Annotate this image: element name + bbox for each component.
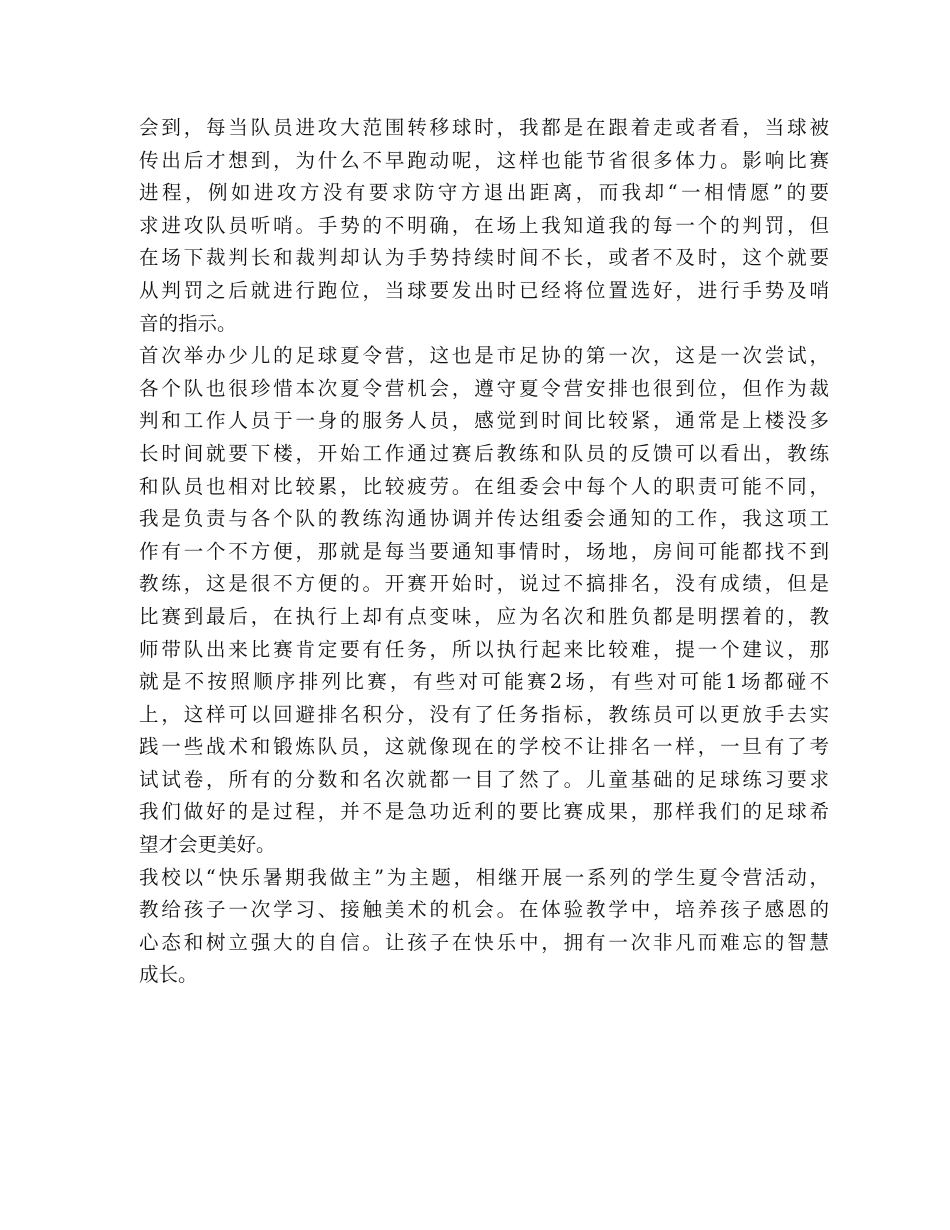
text-line: 进程，例如进攻方没有要求防守方退出距离，而我却“一相情愿”的要 xyxy=(139,181,829,205)
text-line: 长时间就要下楼，开始工作通过赛后教练和队员的反馈可以看出，教练 xyxy=(139,441,829,465)
text-line: 试试卷，所有的分数和名次就都一目了然了。儿童基础的足球练习要求 xyxy=(139,767,829,791)
text-line: 望才会更美好。 xyxy=(139,833,276,857)
text-line: 在场下裁判长和裁判却认为手势持续时间不长，或者不及时，这个就要 xyxy=(139,246,829,270)
text-line: 传出后才想到，为什么不早跑动呢，这样也能节省很多体力。影响比赛 xyxy=(139,148,829,172)
text-line: 心态和树立强大的自信。让孩子在快乐中，拥有一次非凡而难忘的智慧 xyxy=(139,930,829,954)
text-line: 比赛到最后，在执行上却有点变味，应为名次和胜负都是明摆着的，教 xyxy=(139,604,829,628)
text-line: 和队员也相对比较累，比较疲劳。在组委会中每个人的职责可能不同， xyxy=(139,474,829,498)
text-line: 师带队出来比赛肯定要有任务，所以执行起来比较难，提一个建议，那 xyxy=(139,637,829,661)
text-line: 教练，这是很不方便的。开赛开始时，说过不搞排名，没有成绩，但是 xyxy=(139,572,829,596)
text-line: 践一些战术和锻炼队员，这就像现在的学校不让排名一样，一旦有了考 xyxy=(139,735,829,759)
text-line: 从判罚之后就进行跑位，当球要发出时已经将位置选好，进行手势及哨 xyxy=(139,278,829,302)
text-line: 我校以“快乐暑期我做主”为主题，相继开展一系列的学生夏令营活动， xyxy=(139,865,829,889)
text-line: 首次举办少儿的足球夏令营，这也是市足协的第一次，这是一次尝试， xyxy=(139,344,829,368)
text-line: 作有一个不方便，那就是每当要通知事情时，场地，房间可能都找不到 xyxy=(139,539,829,563)
text-line: 我是负责与各个队的教练沟通协调并传达组委会通知的工作，我这项工 xyxy=(139,507,829,531)
text-line: 判和工作人员于一身的服务人员，感觉到时间比较紧，通常是上楼没多 xyxy=(139,409,829,433)
text-line: 教给孩子一次学习、接触美术的机会。在体验教学中，培养孩子感恩的 xyxy=(139,898,829,922)
text-line: 就是不按照顺序排列比赛，有些对可能赛2场，有些对可能1场都碰不 xyxy=(139,670,829,694)
body-text xyxy=(139,112,829,992)
text-line: 会到，每当队员进攻大范围转移球时，我都是在跟着走或者看，当球被 xyxy=(139,116,829,139)
text-line: 求进攻队员听哨。手势的不明确，在场上我知道我的每一个的判罚，但 xyxy=(139,213,829,237)
text-line: 成长。 xyxy=(139,963,198,987)
text-line: 各个队也很珍惜本次夏令营机会，遵守夏令营安排也很到位，但作为裁 xyxy=(139,376,829,400)
text-line: 上，这样可以回避排名积分，没有了任务指标，教练员可以更放手去实 xyxy=(139,702,829,726)
text-line: 我们做好的是过程，并不是急功近利的要比赛成果，那样我们的足球希 xyxy=(139,800,829,824)
text-line: 音的指示。 xyxy=(139,311,237,335)
